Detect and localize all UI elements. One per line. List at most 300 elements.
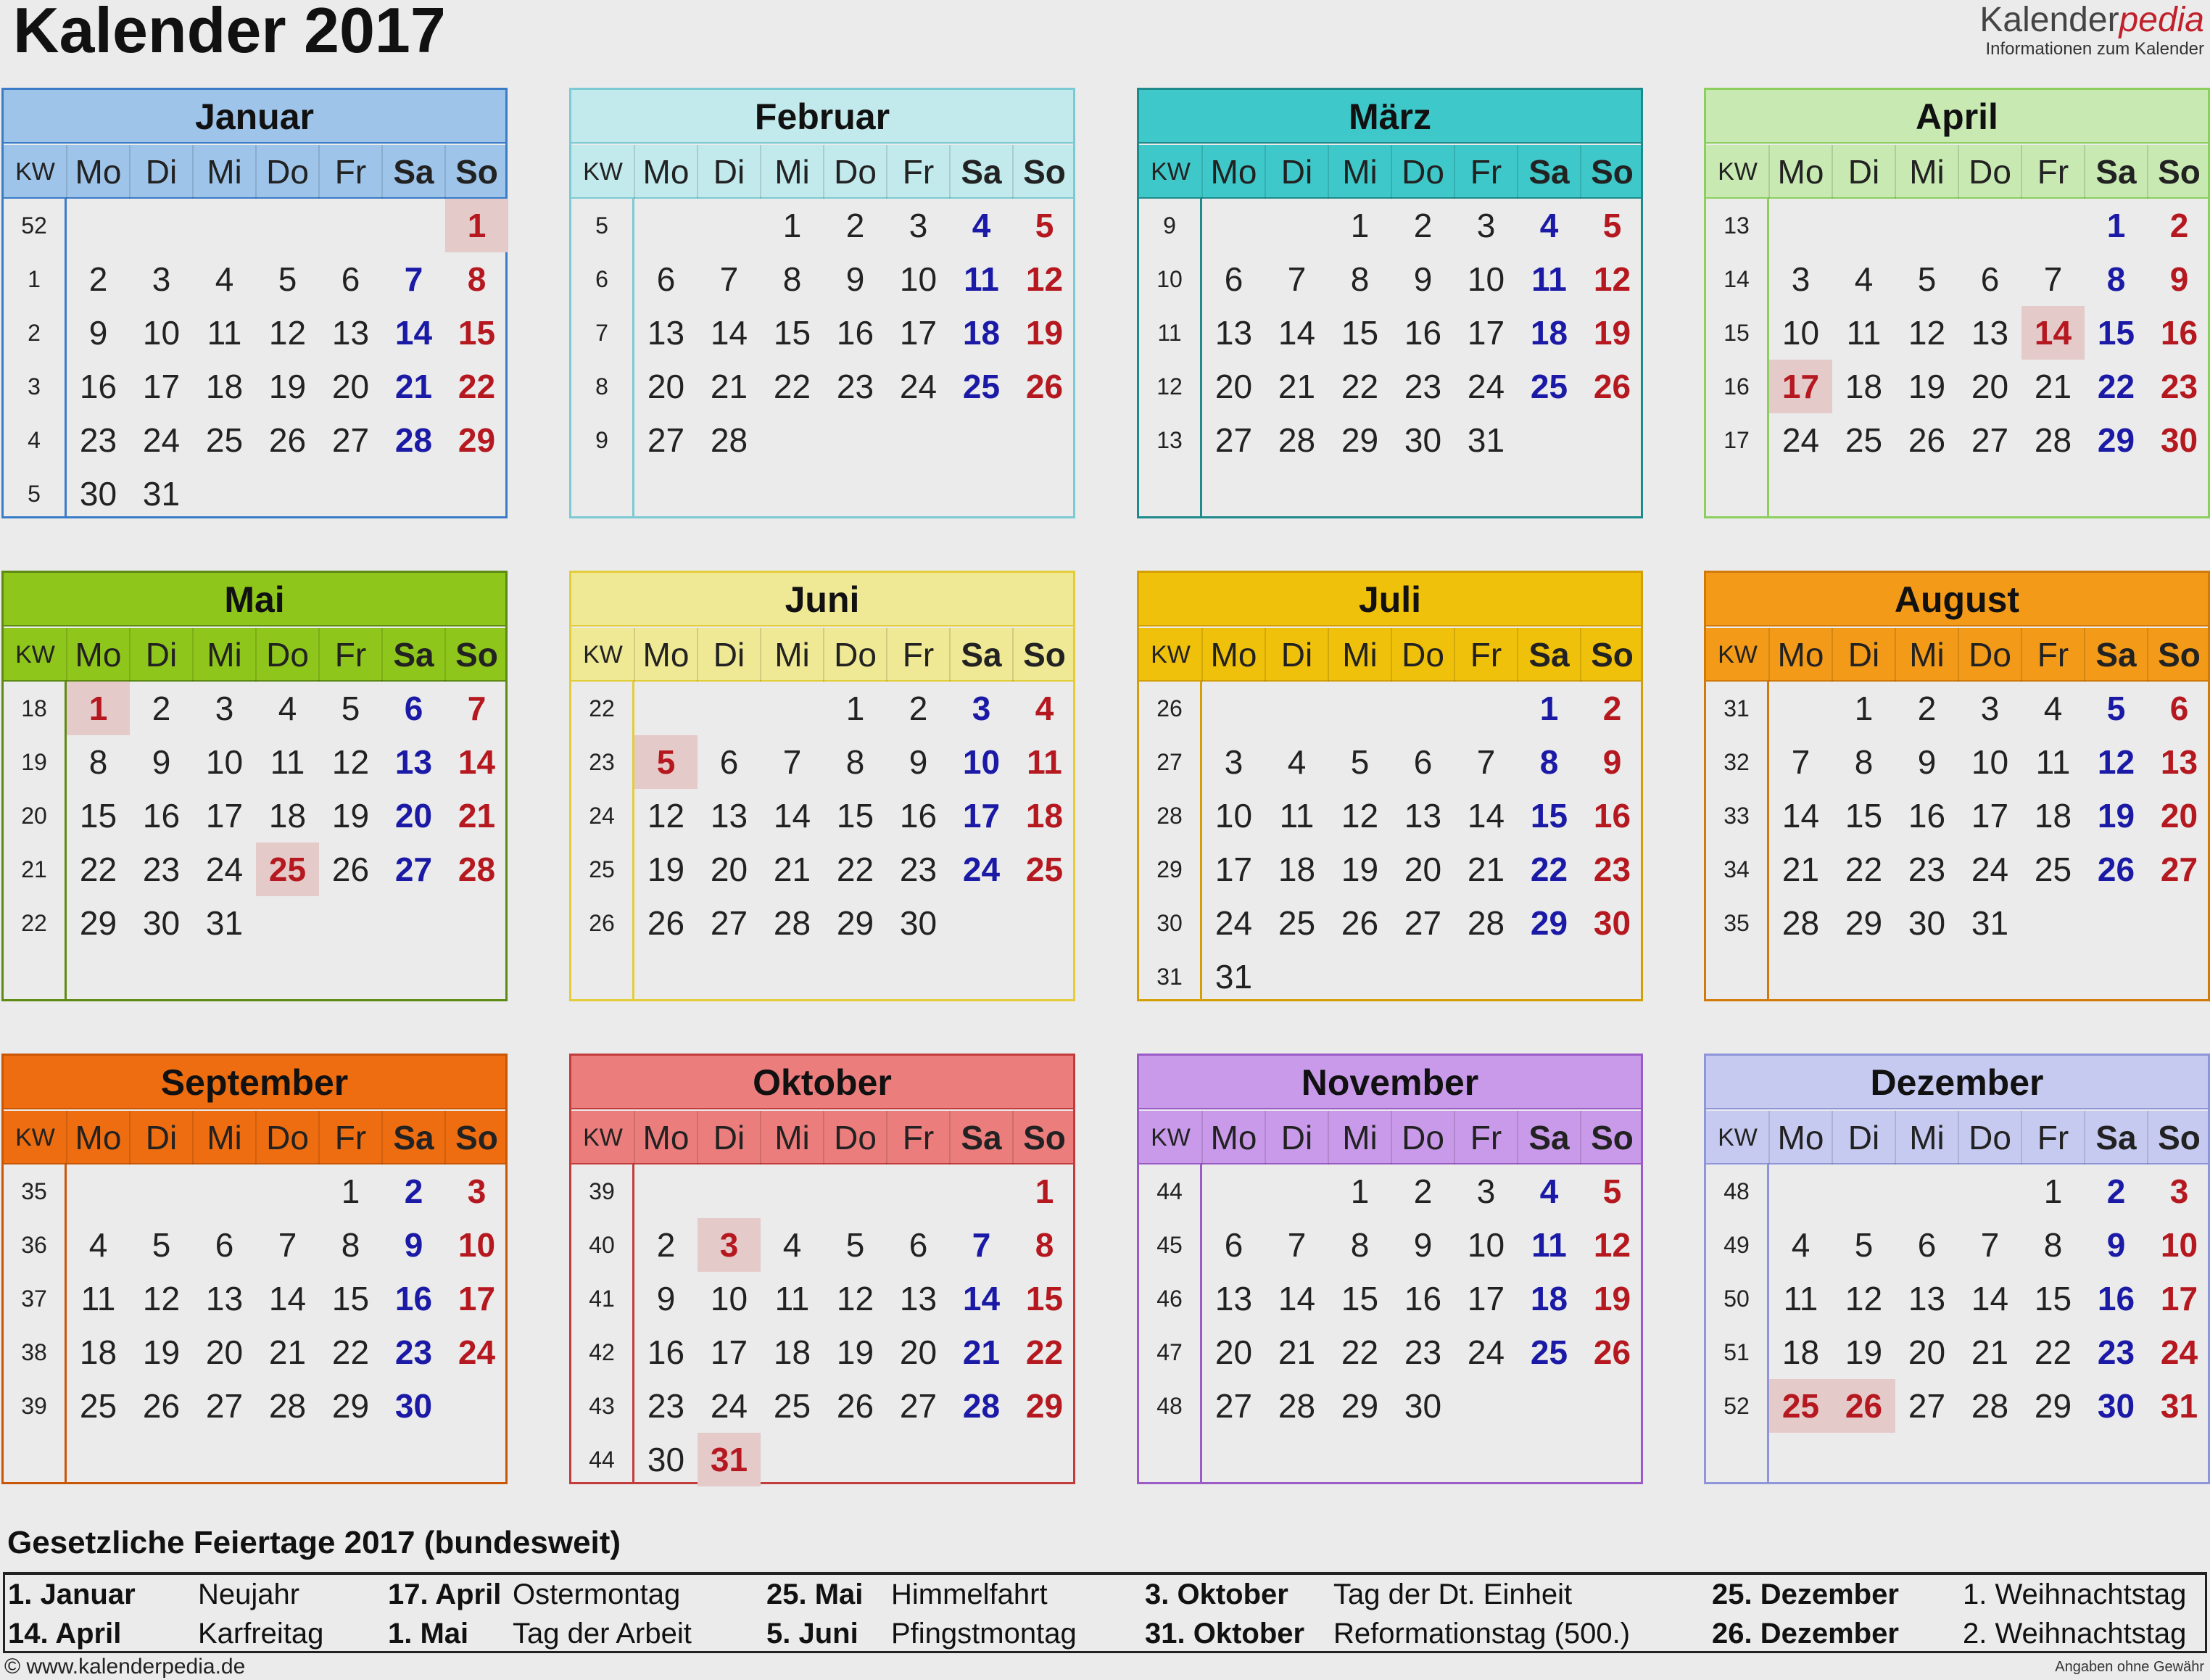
- day-cell: 19: [268, 368, 307, 405]
- day-cell: 4: [278, 690, 297, 727]
- weekday-header: Mo: [75, 1119, 122, 1156]
- weekday-header: Do: [834, 636, 877, 674]
- holiday-name: Karfreitag: [198, 1618, 324, 1650]
- day-cell: 30: [142, 904, 181, 942]
- day-cell: 28: [710, 421, 748, 459]
- week-number: 50: [1723, 1286, 1750, 1312]
- column-divider: [1832, 145, 1833, 199]
- day-cell: 10: [1467, 260, 1505, 298]
- weekday-header: So: [2158, 153, 2201, 191]
- column-divider: [823, 145, 824, 199]
- day-cell: 27: [205, 1387, 244, 1425]
- day-cell: 30: [2160, 421, 2198, 459]
- day-cell: 16: [1404, 314, 1442, 352]
- day-cell: 9: [1413, 260, 1433, 298]
- holiday-date: 14. April: [8, 1618, 122, 1650]
- day-cell: 3: [467, 1172, 487, 1210]
- footer-copyright: © www.kalenderpedia.de: [4, 1655, 246, 1679]
- day-cell: 27: [1908, 1387, 1946, 1425]
- kw-header: KW: [1718, 1124, 1758, 1151]
- weekday-header: Do: [1969, 636, 2011, 674]
- month-title: Januar: [4, 90, 505, 144]
- day-cell: 7: [719, 260, 739, 298]
- column-divider: [823, 628, 824, 682]
- day-cell: 29: [1341, 1387, 1379, 1425]
- day-cell: 4: [1854, 260, 1874, 298]
- weekday-header: Di: [1847, 636, 1880, 674]
- column-divider: [2021, 628, 2022, 682]
- day-cell: 31: [2160, 1387, 2198, 1425]
- day-cell: 27: [1214, 1387, 1253, 1425]
- column-divider: [192, 628, 194, 682]
- holiday-name: Reformationstag (500.): [1333, 1618, 1631, 1650]
- brand-logo[interactable]: [1979, 1, 2204, 59]
- day-cell: 15: [836, 797, 874, 835]
- column-divider: [949, 628, 951, 682]
- week-number: 15: [1723, 320, 1750, 346]
- day-cell: 20: [205, 1333, 244, 1371]
- weekday-header-row: [4, 1111, 505, 1164]
- weekday-header: Fr: [902, 636, 935, 674]
- holiday-name: Tag der Dt. Einheit: [1333, 1578, 1573, 1610]
- column-divider: [66, 1111, 67, 1164]
- weekday-header: Do: [1402, 1119, 1444, 1156]
- day-cell: 17: [205, 797, 244, 835]
- logo-text: Kalender: [1979, 1, 2119, 39]
- day-cell: 28: [458, 851, 496, 888]
- week-number: 42: [589, 1339, 615, 1365]
- column-divider: [66, 628, 67, 682]
- weekday-header: Fr: [334, 153, 367, 191]
- day-cell: 21: [773, 851, 811, 888]
- day-cell: 18: [1530, 1280, 1568, 1317]
- day-cell: 22: [1341, 368, 1379, 405]
- weekday-header: Do: [266, 1119, 309, 1156]
- weekday-header: Sa: [393, 636, 434, 674]
- weekday-header: Fr: [2037, 153, 2069, 191]
- column-divider: [255, 628, 257, 682]
- column-divider: [1517, 628, 1518, 682]
- holiday-date: 26. Dezember: [1712, 1618, 1899, 1650]
- column-divider: [318, 145, 320, 199]
- column-divider: [1580, 1111, 1581, 1164]
- day-cell: 16: [899, 797, 938, 835]
- day-cell: 9: [656, 1280, 676, 1317]
- column-divider: [1517, 1111, 1518, 1164]
- day-cell: 21: [1278, 368, 1316, 405]
- column-divider: [1517, 145, 1518, 199]
- day-cell: 6: [404, 690, 423, 727]
- day-cell: 2: [1413, 207, 1433, 244]
- day-cell: 4: [88, 1226, 108, 1264]
- day-cell: 24: [205, 851, 244, 888]
- day-cell: 20: [1214, 1333, 1253, 1371]
- day-cell: 28: [2034, 421, 2072, 459]
- column-divider: [192, 1111, 194, 1164]
- weekday-header: Di: [145, 1119, 178, 1156]
- day-cell: 28: [1781, 904, 1820, 942]
- day-cell: 7: [1287, 1226, 1307, 1264]
- day-cell: 25: [1025, 851, 1064, 888]
- week-number: 26: [589, 910, 615, 936]
- day-cell: 8: [1350, 260, 1370, 298]
- day-cell: 1: [1539, 690, 1559, 727]
- day-cell: 17: [1214, 851, 1253, 888]
- column-divider: [886, 1111, 887, 1164]
- column-divider: [1895, 145, 1896, 199]
- day-cell: 29: [2097, 421, 2135, 459]
- week-number: 9: [1163, 212, 1176, 239]
- day-cell: 25: [962, 368, 1001, 405]
- day-cell: 11: [1027, 743, 1062, 781]
- day-cell: 1: [845, 690, 865, 727]
- weekday-header: Fr: [1470, 1119, 1502, 1156]
- day-cell: 6: [2169, 690, 2189, 727]
- day-cell: 18: [205, 368, 244, 405]
- week-number: 8: [595, 373, 608, 400]
- week-number: 52: [1723, 1393, 1750, 1419]
- column-divider: [2084, 1111, 2085, 1164]
- day-cell: 3: [909, 207, 928, 244]
- day-cell: 6: [656, 260, 676, 298]
- day-cell: 30: [1593, 904, 1631, 942]
- week-number: 24: [589, 803, 615, 829]
- day-cell: 11: [1531, 1226, 1567, 1264]
- day-cell: 5: [1035, 207, 1054, 244]
- day-cell: 4: [215, 260, 234, 298]
- day-cell: 23: [79, 421, 117, 459]
- weekday-header: Mo: [1210, 636, 1257, 674]
- day-cell: 9: [404, 1226, 423, 1264]
- day-cell: 12: [1593, 1226, 1631, 1264]
- day-cell: 14: [268, 1280, 307, 1317]
- day-cell: 16: [394, 1280, 433, 1317]
- day-cell: 13: [1214, 314, 1253, 352]
- holiday-day-cell: 25: [256, 843, 319, 896]
- day-cell: 29: [79, 904, 117, 942]
- day-cell: 10: [458, 1226, 496, 1264]
- day-cell: 17: [2160, 1280, 2198, 1317]
- week-number: 35: [21, 1178, 47, 1204]
- day-cell: 6: [719, 743, 739, 781]
- week-number: 48: [1156, 1393, 1183, 1419]
- holiday-name: Neujahr: [198, 1578, 300, 1610]
- day-cell: 24: [710, 1387, 748, 1425]
- week-number: 26: [1156, 695, 1183, 721]
- day-cell: 27: [899, 1387, 938, 1425]
- day-cell: 27: [710, 904, 748, 942]
- day-cell: 3: [1224, 743, 1243, 781]
- column-divider: [1201, 628, 1203, 682]
- day-cell: 16: [2097, 1280, 2135, 1317]
- day-cell: 30: [394, 1387, 433, 1425]
- day-cell: 30: [1404, 421, 1442, 459]
- kw-header: KW: [583, 1124, 623, 1151]
- day-cell: 21: [1467, 851, 1505, 888]
- column-divider: [1012, 145, 1014, 199]
- day-cell: 30: [1908, 904, 1946, 942]
- day-cell: 15: [1025, 1280, 1064, 1317]
- day-cell: 8: [1539, 743, 1559, 781]
- column-divider: [1958, 1111, 1959, 1164]
- holiday-date: 3. Oktober: [1145, 1578, 1288, 1610]
- day-cell: 25: [2034, 851, 2072, 888]
- weekday-header: Di: [145, 153, 178, 191]
- day-cell: 22: [773, 368, 811, 405]
- day-cell: 15: [1845, 797, 1883, 835]
- week-number: 3: [28, 373, 41, 400]
- day-cell: 12: [1908, 314, 1946, 352]
- day-cell: 20: [1908, 1333, 1946, 1371]
- column-divider: [1328, 145, 1329, 199]
- day-cell: 11: [207, 314, 242, 352]
- day-cell: 16: [79, 368, 117, 405]
- holiday-day-cell: 1: [445, 199, 508, 252]
- weekday-header: So: [1023, 636, 1066, 674]
- day-cell: 3: [1476, 1172, 1496, 1210]
- day-cell: 5: [1602, 1172, 1622, 1210]
- weekday-header: Mo: [642, 636, 690, 674]
- day-cell: 10: [1781, 314, 1820, 352]
- day-cell: 27: [647, 421, 685, 459]
- day-cell: 14: [1278, 1280, 1316, 1317]
- day-cell: 26: [647, 904, 685, 942]
- weekday-header: Sa: [2095, 153, 2137, 191]
- day-cell: 5: [1854, 1226, 1874, 1264]
- weekday-header: Mo: [1777, 636, 1824, 674]
- column-divider: [255, 1111, 257, 1164]
- day-cell: 8: [1854, 743, 1874, 781]
- weekday-header: So: [1591, 153, 1634, 191]
- day-cell: 12: [2097, 743, 2135, 781]
- weekday-header: Mo: [1210, 153, 1257, 191]
- month-juli: [1137, 571, 1643, 1001]
- day-cell: 15: [2034, 1280, 2072, 1317]
- day-cell: 18: [1845, 368, 1883, 405]
- day-cell: 16: [142, 797, 181, 835]
- day-cell: 10: [899, 260, 938, 298]
- column-divider: [129, 145, 131, 199]
- day-cell: 29: [836, 904, 874, 942]
- weekday-header: Sa: [2095, 1119, 2137, 1156]
- day-cell: 19: [331, 797, 370, 835]
- day-cell: 22: [1530, 851, 1568, 888]
- week-number: 11: [1157, 320, 1182, 346]
- weekday-header: Sa: [1528, 636, 1570, 674]
- day-cell: 17: [899, 314, 938, 352]
- day-cell: 28: [1278, 1387, 1316, 1425]
- weekday-header: Mo: [1777, 153, 1824, 191]
- month-dezember: [1704, 1054, 2210, 1484]
- day-cell: 27: [1404, 904, 1442, 942]
- day-cell: 16: [1593, 797, 1631, 835]
- month-title: August: [1706, 573, 2208, 626]
- day-cell: 22: [1025, 1333, 1064, 1371]
- column-divider: [192, 145, 194, 199]
- kw-header: KW: [15, 1124, 55, 1151]
- weekday-header: Mi: [1342, 636, 1378, 674]
- day-cell: 14: [710, 314, 748, 352]
- holiday-day-cell: 1: [67, 682, 130, 735]
- day-cell: 8: [782, 260, 802, 298]
- day-cell: 3: [152, 260, 171, 298]
- day-cell: 20: [647, 368, 685, 405]
- column-divider: [634, 628, 635, 682]
- week-number: 12: [1156, 373, 1183, 400]
- day-cell: 9: [1917, 743, 1937, 781]
- column-divider: [129, 628, 131, 682]
- weekday-header: Fr: [334, 1119, 367, 1156]
- day-cell: 19: [1908, 368, 1946, 405]
- week-number: 22: [21, 910, 47, 936]
- week-number: 2: [28, 320, 41, 346]
- column-divider: [255, 145, 257, 199]
- day-cell: 12: [268, 314, 307, 352]
- day-cell: 18: [1025, 797, 1064, 835]
- day-cell: 7: [1476, 743, 1496, 781]
- footer-disclaimer: Angaben ohne Gewähr: [2055, 1659, 2204, 1675]
- day-cell: 16: [1404, 1280, 1442, 1317]
- holiday-date: 25. Mai: [766, 1578, 864, 1610]
- day-cell: 14: [1467, 797, 1505, 835]
- day-cell: 3: [972, 690, 991, 727]
- day-cell: 5: [2106, 690, 2126, 727]
- day-cell: 17: [1971, 797, 2009, 835]
- day-cell: 27: [2160, 851, 2198, 888]
- week-number: 14: [1723, 266, 1750, 292]
- column-divider: [2021, 1111, 2022, 1164]
- logo-accent-text: pedia: [2119, 1, 2204, 39]
- day-cell: 13: [1971, 314, 2009, 352]
- weekday-header: Do: [834, 1119, 877, 1156]
- weekday-header: Fr: [1470, 636, 1502, 674]
- day-cell: 25: [1530, 368, 1568, 405]
- week-number: 23: [589, 749, 615, 775]
- day-cell: 26: [836, 1387, 874, 1425]
- kw-header: KW: [1718, 158, 1758, 186]
- column-divider: [1580, 628, 1581, 682]
- weekday-header: Di: [713, 1119, 745, 1156]
- weekday-header-row: [1706, 145, 2208, 199]
- weekday-header: Di: [1280, 1119, 1313, 1156]
- day-cell: 23: [836, 368, 874, 405]
- weekday-header: Di: [1280, 153, 1313, 191]
- day-cell: 19: [1845, 1333, 1883, 1371]
- column-divider: [444, 628, 446, 682]
- day-cell: 24: [1781, 421, 1820, 459]
- day-cell: 26: [331, 851, 370, 888]
- month-title: September: [4, 1056, 505, 1109]
- day-cell: 21: [2034, 368, 2072, 405]
- month-title: Juli: [1139, 573, 1641, 626]
- day-cell: 6: [1917, 1226, 1937, 1264]
- day-cell: 8: [88, 743, 108, 781]
- day-cell: 11: [80, 1280, 116, 1317]
- weekday-header: Di: [1280, 636, 1313, 674]
- week-number: 40: [589, 1232, 615, 1258]
- day-cell: 20: [710, 851, 748, 888]
- day-cell: 23: [142, 851, 181, 888]
- day-cell: 27: [1214, 421, 1253, 459]
- day-cell: 14: [1278, 314, 1316, 352]
- day-cell: 15: [1341, 314, 1379, 352]
- day-cell: 13: [394, 743, 433, 781]
- column-divider: [1768, 145, 1770, 199]
- weekday-header: So: [2158, 1119, 2201, 1156]
- column-divider: [1958, 628, 1959, 682]
- week-number: 27: [1156, 749, 1183, 775]
- day-cell: 1: [1854, 690, 1874, 727]
- week-number: 36: [21, 1232, 47, 1258]
- day-cell: 30: [2097, 1387, 2135, 1425]
- month-title: März: [1139, 90, 1641, 144]
- day-cell: 15: [331, 1280, 370, 1317]
- day-cell: 11: [1846, 314, 1882, 352]
- day-cell: 2: [845, 207, 865, 244]
- day-cell: 9: [2169, 260, 2189, 298]
- day-cell: 13: [710, 797, 748, 835]
- day-cell: 19: [142, 1333, 181, 1371]
- month-title: Februar: [571, 90, 1073, 144]
- month-mai: [1, 571, 508, 1001]
- day-cell: 10: [2160, 1226, 2198, 1264]
- column-divider: [1895, 1111, 1896, 1164]
- week-number: 16: [1723, 373, 1750, 400]
- week-number: 22: [589, 695, 615, 721]
- day-cell: 25: [773, 1387, 811, 1425]
- day-cell: 15: [1530, 797, 1568, 835]
- weekday-header: Do: [834, 153, 877, 191]
- week-number: 9: [595, 427, 608, 453]
- day-cell: 19: [2097, 797, 2135, 835]
- day-cell: 6: [909, 1226, 928, 1264]
- day-cell: 11: [964, 260, 999, 298]
- day-cell: 27: [394, 851, 433, 888]
- day-cell: 5: [845, 1226, 865, 1264]
- weekday-header: Mi: [1909, 1119, 1945, 1156]
- day-cell: 19: [1593, 314, 1631, 352]
- day-cell: 29: [2034, 1387, 2072, 1425]
- kw-header: KW: [1151, 641, 1191, 669]
- month-juni: [569, 571, 1075, 1001]
- week-number: 47: [1156, 1339, 1183, 1365]
- column-divider: [1391, 145, 1392, 199]
- weekday-header: Mi: [774, 636, 810, 674]
- day-cell: 17: [1467, 1280, 1505, 1317]
- page-title: Kalender 2017: [13, 0, 446, 66]
- day-cell: 21: [1278, 1333, 1316, 1371]
- weekday-header: Sa: [393, 1119, 434, 1156]
- weekday-header: So: [1023, 1119, 1066, 1156]
- day-cell: 17: [710, 1333, 748, 1371]
- month-title: Dezember: [1706, 1056, 2208, 1109]
- day-cell: 1: [1350, 207, 1370, 244]
- weekday-header: Fr: [902, 1119, 935, 1156]
- day-cell: 1: [1035, 1172, 1054, 1210]
- column-divider: [2084, 628, 2085, 682]
- day-cell: 26: [1025, 368, 1064, 405]
- month-märz: [1137, 88, 1643, 518]
- column-divider: [1454, 628, 1455, 682]
- weekday-header: Do: [266, 153, 309, 191]
- day-cell: 2: [2169, 207, 2189, 244]
- day-cell: 29: [331, 1387, 370, 1425]
- day-cell: 29: [1530, 904, 1568, 942]
- day-cell: 18: [962, 314, 1001, 352]
- holiday-day-cell: 14: [2021, 306, 2085, 360]
- day-cell: 12: [836, 1280, 874, 1317]
- day-cell: 6: [1413, 743, 1433, 781]
